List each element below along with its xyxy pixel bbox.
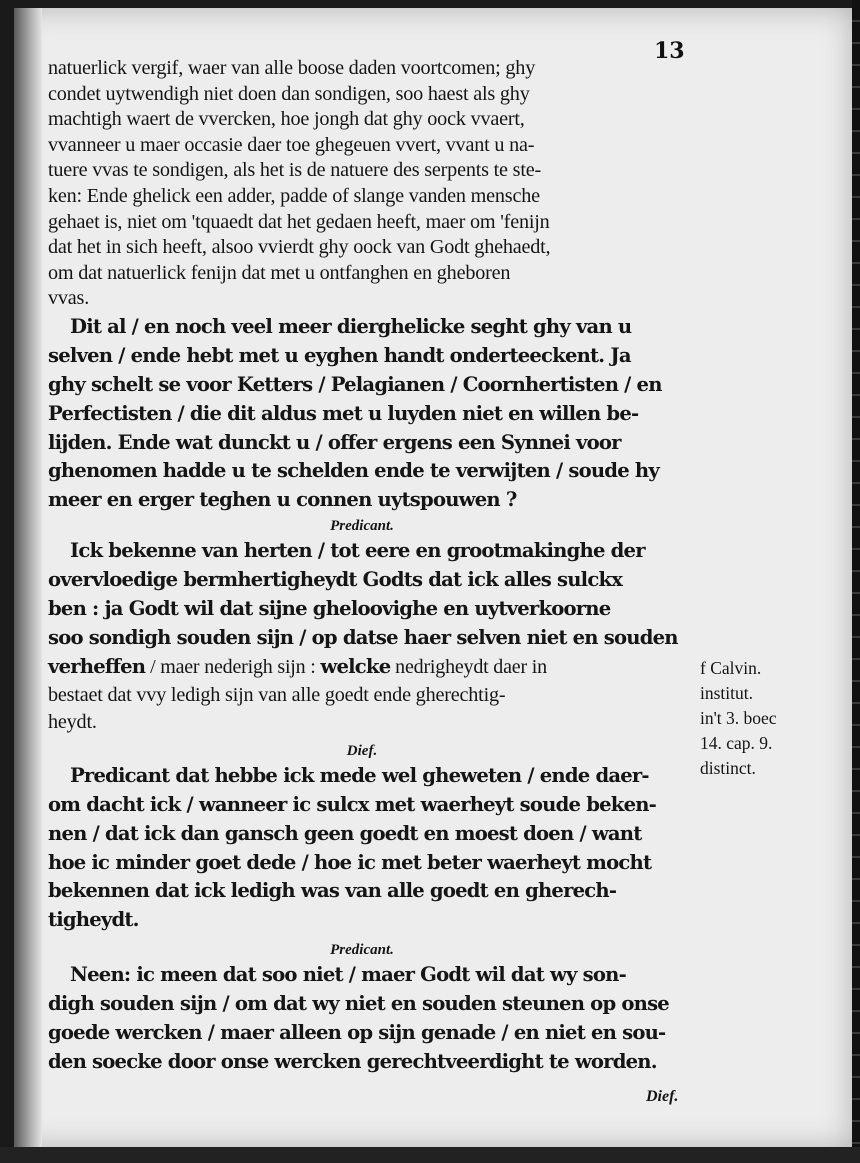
paragraph-4: [48, 762, 676, 935]
text-line: Predicant dat hebbe ick mede wel gheweten / ende daer-: [70, 763, 649, 787]
margin-note: [700, 656, 830, 781]
text-line: gehaet is, niet om 'tquaedt dat het gedaen heeft, maer om 'fenijn: [48, 210, 550, 233]
background-bottom-edge: [0, 1147, 860, 1163]
speaker-label: Predicant.: [330, 518, 394, 535]
text-line: hoe ic minder goet dede / hoe ic met beter waerheyt mocht: [48, 850, 652, 874]
catchword: Dief.: [646, 1088, 679, 1105]
text-line: meer en erger teghen u connen uytspouwen ?: [48, 488, 517, 512]
text-line: om dacht ick / wanneer ic sulcx met waerheyt soude beken-: [48, 792, 657, 816]
text-line: ghy schelt se voor Ketters / Pelagianen / Coornhertisten / en: [48, 372, 662, 396]
paragraph-3-continuation: [48, 682, 676, 736]
text-line: dat het in sich heeft, alsoo vvierdt ghy oock van Godt ghehaedt,: [48, 236, 551, 259]
text-line: tuere vvas te sondigen, als het is de natuere des serpents te ste-: [48, 159, 542, 182]
text-line: condet uytwendigh niet doen dan sondigen, soo haest als ghy: [48, 82, 530, 105]
margin-note-line: institut.: [700, 683, 753, 703]
text-line: bekennen dat ick ledigh was van alle goedt en gherech-: [48, 879, 617, 903]
text-line: goede wercken / maer alleen op sijn genade / en niet en sou-: [48, 1021, 666, 1045]
speaker-label: Dief.: [346, 742, 378, 759]
text-line: Dit al / en noch veel meer dierghelicke seght ghy van u: [70, 314, 632, 338]
text-line: lijden. Ende wat dunckt u / offer ergens een Synnei voor: [48, 430, 621, 454]
text-line: bestaet dat vvy ledigh sijn van alle goedt ende gherechtig-: [48, 683, 506, 706]
text-line: Neen: ic meen dat soo niet / maer Godt wil dat wy son-: [70, 963, 626, 987]
text-line: vvas.: [48, 287, 90, 310]
book-spine-shadow: [14, 8, 42, 1148]
text-line: ghenomen hadde u te schelden ende te verwijten / soude hy: [48, 459, 659, 483]
text-line: den soecke door onse wercken gerechtveerdight te worden.: [48, 1049, 657, 1073]
text-line: soo sondigh souden sijn / op datse haer selven niet en souden: [48, 626, 678, 649]
text-fragment: / maer nederigh sijn :: [145, 655, 321, 678]
paragraph-5: [48, 961, 676, 1077]
text-line: ben : ja Godt wil dat sijne gheloovighe en uytverkoorne: [48, 597, 611, 621]
text-line: Ick bekenne van herten / tot eere en grootmakinghe der: [70, 539, 645, 563]
book-page: [14, 8, 852, 1148]
margin-note-line: 14. cap. 9.: [700, 733, 773, 753]
text-fragment: nedrigheydt daer in: [390, 655, 547, 678]
speaker-label: Predicant.: [330, 942, 394, 959]
margin-note-line: in't 3. boec: [700, 708, 777, 728]
text-line: vvanneer u maer occasie daer toe ghegeuen vvert, vvant u na-: [48, 133, 535, 156]
paragraph-1: [48, 56, 676, 312]
text-line: Perfectisten / die dit aldus met u luyden niet en willen be-: [48, 401, 639, 425]
main-text-column: [48, 56, 676, 1077]
text-line: om dat natuerlick fenijn dat met u ontfanghen en gheboren: [48, 261, 511, 284]
text-line: nen / dat ick dan gansch geen goedt en moest doen / want: [48, 821, 642, 845]
paragraph-3: [48, 537, 676, 682]
text-line: tigheydt.: [48, 908, 139, 932]
margin-note-line: distinct.: [700, 758, 756, 778]
text-line: selven / ende hebt met u eyghen handt onderteeckent. Ja: [48, 343, 631, 367]
page-number: 13: [654, 38, 685, 64]
text-fragment: verheffen: [48, 654, 146, 678]
background-grid-edge: [852, 0, 860, 1163]
text-line: natuerlick vergif, waer van alle boose daden voortcomen; ghy: [48, 57, 536, 79]
text-line: machtigh waert de vvercken, hoe jongh dat ghy oock vvaert,: [48, 108, 525, 131]
text-line-mixed: [48, 653, 676, 682]
text-line: heydt.: [48, 710, 97, 733]
margin-note-line: f Calvin.: [700, 658, 762, 678]
paragraph-2: [48, 313, 676, 515]
text-line: ken: Ende ghelick een adder, padde of slange vanden mensche: [48, 184, 540, 207]
text-fragment: welcke: [320, 654, 391, 678]
text-line: overvloedige bermhertigheydt Godts dat ick alles sulckx: [48, 568, 623, 592]
text-line: digh souden sijn / om dat wy niet en souden steunen op onse: [48, 992, 669, 1016]
